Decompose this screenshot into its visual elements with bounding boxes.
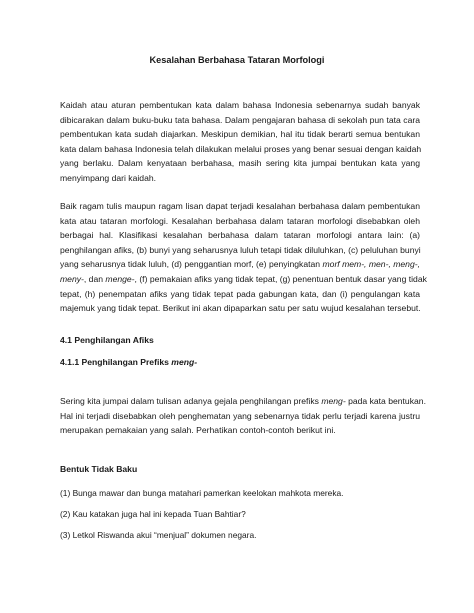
text-line: pembentukan kata sudah diajarkan. Meskipun demikian, hal itu tidak berarti semua bentukan	[60, 129, 420, 140]
text-line: kata dalam bahasa Indonesia telah dilakukan melalui proses yang benar sesuai dengan kaidah	[60, 143, 422, 154]
examples-heading: Bentuk Tidak Baku	[60, 464, 138, 474]
text-line	[60, 257, 420, 272]
heading-italic: meng-	[171, 357, 198, 367]
text-run: pada kata bentukan.	[345, 396, 426, 406]
text-run: yang seharusnya tidak luluh, (d) penggantian morf, (e) penyingkatan	[60, 259, 323, 270]
text-run: , dan	[83, 273, 106, 284]
text-line: yang berlaku. Dalam kenyataan berbahasa, masih sering kita jumpai bentukan kata yang	[60, 158, 420, 169]
example-item: (3) Letkol Riswanda akui “menjual” dokumen negara.	[60, 530, 257, 540]
text-line: penghilangan afiks, (b) bunyi yang seharusnya luluh tetapi tidak diluluhkan, (c) peluluhan bunyi	[60, 244, 421, 255]
subsection-heading	[60, 357, 197, 367]
text-run: , (f) pemakaian afiks yang tidak tepat, (g) penentuan bentuk dasar yang tidak	[134, 273, 427, 284]
text-line	[60, 394, 426, 409]
text-line: tepat, (h) penempatan afiks yang tidak tepat pada gabungan kata, dan (i) pengulangan kata	[60, 288, 420, 299]
text-run: Sering kita jumpai dalam tulisan adanya gejala penghilangan prefiks	[60, 396, 322, 406]
text-line	[60, 272, 427, 287]
italic-run: meny-	[60, 273, 84, 284]
example-item: (2) Kau katakan juga hal ini kepada Tuan Bahtiar?	[60, 509, 246, 519]
text-line: Hal ini terjadi disebabkan oleh penghematan yang sebenarnya tidak perlu terjadi karena justru	[60, 410, 420, 421]
example-item: (1) Bunga mawar dan bunga matahari pamerkan keelokan mahkota mereka.	[60, 488, 344, 498]
text-line: merupakan pemakaian yang salah. Perhatikan contoh-contoh berikut ini.	[60, 425, 336, 436]
text-line: menyimpang dari kaidah.	[60, 172, 157, 183]
italic-run: morf mem-, men-, meng-,	[322, 259, 420, 270]
text-line: Kaidah atau aturan pembentukan kata dalam bahasa Indonesia sebenarnya sudah banyak	[60, 100, 420, 110]
section-heading: 4.1 Penghilangan Afiks	[60, 335, 154, 345]
italic-run: meng-	[321, 396, 346, 406]
document-title: Kesalahan Berbahasa Tataran Morfologi	[149, 55, 325, 65]
text-line: berbagai hal. Klasifikasi kesalahan berbahasa dalam tataran morfologi antara lain: (a)	[60, 230, 420, 241]
text-line: Baik ragam tulis maupun ragam lisan dapat terjadi kesalahan berbahasa dalam pembentukan	[60, 201, 420, 211]
text-line: dibicarakan dalam buku-buku tata bahasa. Dalam pengajaran bahasa di sekolah pun tata cara	[60, 114, 420, 125]
paragraph-intro	[60, 98, 420, 186]
text-line: majemuk yang tidak tepat. Berikut ini akan dipaparkan satu per satu wujud kesalahan tersebut.	[60, 303, 421, 314]
heading-text: 4.1.1 Penghilangan Prefiks	[60, 357, 172, 367]
paragraph-prefix-loss	[60, 394, 426, 438]
italic-run: menge-	[105, 273, 135, 284]
paragraph-classification	[60, 199, 427, 316]
text-line: kata atau tataran morfologi. Kesalahan berbahasa dalam tataran morfologi disebabkan oleh	[60, 215, 420, 226]
